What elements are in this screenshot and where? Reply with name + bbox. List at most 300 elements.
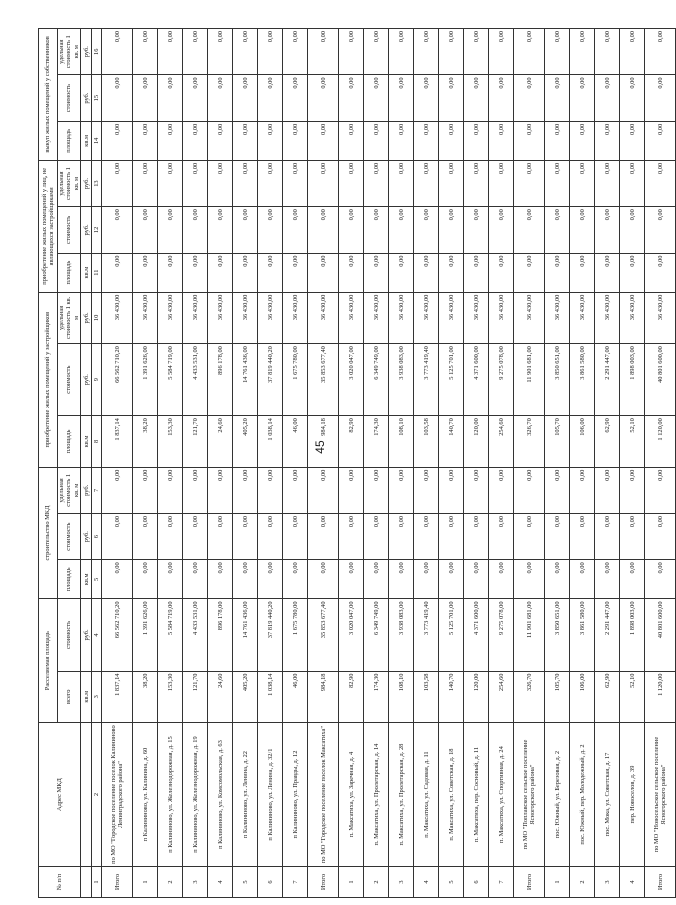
cell-value: 0,00 xyxy=(489,29,514,75)
cell-address: пер. Новоселов, д. 39 xyxy=(620,722,645,866)
cell-value: 0,00 xyxy=(514,467,545,513)
cell-value: 0,00 xyxy=(464,560,489,599)
cell-value: 0,00 xyxy=(545,467,570,513)
cell-value: 37 819 440,20 xyxy=(258,344,283,416)
cell-value: 0,00 xyxy=(364,75,389,121)
col-index: 16 xyxy=(92,29,102,75)
unit-rub: руб. xyxy=(81,344,92,416)
cell-value: 0,00 xyxy=(208,29,233,75)
cell-address: п. Максатиха, ул. Спортивная, д. 24 xyxy=(489,722,514,866)
cell-value: 0,00 xyxy=(102,29,133,75)
table-row xyxy=(233,29,258,898)
header-cost: стоимость xyxy=(58,207,81,253)
cell-value: 0,00 xyxy=(595,207,620,253)
cell-value: 0,00 xyxy=(339,560,364,599)
header-compensation: выкуп жилых помещений у собственников xyxy=(39,29,58,161)
cell-value: 1 675 780,00 xyxy=(283,599,308,671)
cell-no: 3 xyxy=(389,867,414,898)
cell-value: 0,00 xyxy=(133,160,158,206)
cell-value: 0,00 xyxy=(308,160,339,206)
cell-value: 0,00 xyxy=(258,29,283,75)
unit-sqm: кв.м xyxy=(81,560,92,599)
cell-value: 0,00 xyxy=(570,75,595,121)
cell-value: 14 761 436,00 xyxy=(233,599,258,671)
cell-value: 0,00 xyxy=(464,121,489,160)
table-row xyxy=(414,29,439,898)
cell-value: 0,00 xyxy=(439,514,464,560)
cell-value: 0,00 xyxy=(339,253,364,292)
cell-value: 0,00 xyxy=(183,253,208,292)
cell-no: 1 xyxy=(133,867,158,898)
cell-value: 1 038,14 xyxy=(258,416,283,467)
col-index: 4 xyxy=(92,599,102,671)
cell-value: 36 430,00 xyxy=(258,292,283,343)
cell-no: 4 xyxy=(414,867,439,898)
cell-value: 9 275 078,00 xyxy=(489,344,514,416)
header-purchase-dev: приобретение жилых помещений у застройщиков xyxy=(39,292,58,467)
cell-value: 1 837,14 xyxy=(102,671,133,722)
cell-value: 3 020 047,00 xyxy=(339,599,364,671)
cell-value: 0,00 xyxy=(133,29,158,75)
cell-value: 0,00 xyxy=(364,560,389,599)
cell-value: 0,00 xyxy=(389,253,414,292)
cell-value: 0,00 xyxy=(464,467,489,513)
cell-value: 0,00 xyxy=(158,207,183,253)
cell-value: 0,00 xyxy=(183,514,208,560)
cell-value: 0,00 xyxy=(133,467,158,513)
cell-value: 36 430,00 xyxy=(489,292,514,343)
cell-value: 0,00 xyxy=(414,207,439,253)
header-area: площадь xyxy=(58,560,81,599)
cell-value: 1 837,14 xyxy=(102,416,133,467)
col-index: 1 xyxy=(92,867,102,898)
cell-value: 0,00 xyxy=(133,253,158,292)
cell-address: п Калининово, ул. Правды, д. 12 xyxy=(283,722,308,866)
cell-value: 0,00 xyxy=(158,514,183,560)
cell-value: 103,58 xyxy=(414,671,439,722)
cell-value: 14 761 436,00 xyxy=(233,344,258,416)
table-total-row xyxy=(102,29,133,898)
cell-value: 0,00 xyxy=(133,514,158,560)
cell-value: 3 850 651,00 xyxy=(545,344,570,416)
cell-value: 52,10 xyxy=(620,416,645,467)
cell-value: 0,00 xyxy=(102,207,133,253)
cell-value: 105,70 xyxy=(545,416,570,467)
cell-value: 36 430,00 xyxy=(208,292,233,343)
col-index: 9 xyxy=(92,344,102,416)
cell-value: 0,00 xyxy=(208,560,233,599)
cell-value: 0,00 xyxy=(439,160,464,206)
col-index: 11 xyxy=(92,253,102,292)
cell-no: Итого xyxy=(308,867,339,898)
cell-value: 0,00 xyxy=(283,121,308,160)
cell-value: 1 898 003,00 xyxy=(620,599,645,671)
cell-value: 0,00 xyxy=(308,514,339,560)
cell-value: 0,00 xyxy=(595,253,620,292)
cell-value: 0,00 xyxy=(208,514,233,560)
col-index: 12 xyxy=(92,207,102,253)
cell-value: 0,00 xyxy=(283,560,308,599)
cell-value: 254,60 xyxy=(489,671,514,722)
cell-value: 0,00 xyxy=(439,253,464,292)
cell-value: 0,00 xyxy=(102,514,133,560)
col-index: 8 xyxy=(92,416,102,467)
cell-value: 0,00 xyxy=(489,207,514,253)
cell-value: 0,00 xyxy=(545,29,570,75)
cell-value: 0,00 xyxy=(514,160,545,206)
cell-value: 0,00 xyxy=(595,560,620,599)
header-area: площадь xyxy=(58,121,81,160)
cell-value: 46,00 xyxy=(283,671,308,722)
unit-rub: руб. xyxy=(81,292,92,343)
cell-value: 0,00 xyxy=(464,207,489,253)
cell-value: 153,30 xyxy=(158,416,183,467)
cell-value: 36 430,00 xyxy=(439,292,464,343)
cell-value: 0,00 xyxy=(158,75,183,121)
header-no: № п/п xyxy=(39,867,81,898)
cell-value: 66 562 710,20 xyxy=(102,344,133,416)
cell-value: 254,60 xyxy=(489,416,514,467)
table-row xyxy=(595,29,620,898)
cell-value: 2 291 447,00 xyxy=(595,599,620,671)
cell-value: 984,18 xyxy=(308,671,339,722)
cell-value: 0,00 xyxy=(308,29,339,75)
cell-value: 0,00 xyxy=(489,121,514,160)
cell-value: 0,00 xyxy=(133,560,158,599)
cell-value: 0,00 xyxy=(414,253,439,292)
cell-address: п. Максатиха, ул. Пролетарская, д. 28 xyxy=(389,722,414,866)
cell-value: 24,60 xyxy=(208,416,233,467)
cell-value: 0,00 xyxy=(620,560,645,599)
header-unit-cost: удельная стоимость 1 кв. м xyxy=(58,160,81,206)
cell-value: 0,00 xyxy=(133,207,158,253)
cell-no: 5 xyxy=(439,867,464,898)
cell-value: 0,00 xyxy=(283,75,308,121)
cell-value: 0,00 xyxy=(102,160,133,206)
cell-value: 0,00 xyxy=(208,253,233,292)
cell-value: 0,00 xyxy=(439,467,464,513)
cell-value: 405,20 xyxy=(233,671,258,722)
cell-value: 0,00 xyxy=(570,29,595,75)
col-index: 5 xyxy=(92,560,102,599)
cell-address: п Калининово, ул. Комсомольская, д. 63 xyxy=(208,722,233,866)
cell-no: 3 xyxy=(595,867,620,898)
cell-value: 0,00 xyxy=(102,121,133,160)
cell-value: 3 938 083,00 xyxy=(389,344,414,416)
cell-value: 984,18 xyxy=(308,416,339,467)
cell-value: 0,00 xyxy=(439,75,464,121)
cell-value: 0,00 xyxy=(645,207,676,253)
cell-value: 4 433 531,00 xyxy=(183,599,208,671)
cell-value: 36 430,00 xyxy=(464,292,489,343)
cell-value: 36 430,00 xyxy=(102,292,133,343)
cell-value: 0,00 xyxy=(645,121,676,160)
table-row xyxy=(283,29,308,898)
cell-value: 0,00 xyxy=(389,560,414,599)
cell-value: 36 430,00 xyxy=(545,292,570,343)
cell-value: 0,00 xyxy=(233,514,258,560)
cell-no: 4 xyxy=(208,867,233,898)
cell-value: 0,00 xyxy=(364,253,389,292)
cell-value: 0,00 xyxy=(645,560,676,599)
cell-value: 0,00 xyxy=(364,207,389,253)
cell-value: 0,00 xyxy=(514,207,545,253)
cell-value: 0,00 xyxy=(620,467,645,513)
cell-value: 0,00 xyxy=(545,514,570,560)
cell-value: 0,00 xyxy=(595,29,620,75)
cell-value: 0,00 xyxy=(258,560,283,599)
cell-value: 24,60 xyxy=(208,671,233,722)
col-index: 10 xyxy=(92,292,102,343)
table-row xyxy=(339,29,364,898)
cell-value: 5 125 701,00 xyxy=(439,344,464,416)
cell-value: 0,00 xyxy=(514,514,545,560)
cell-value: 36 430,00 xyxy=(308,292,339,343)
cell-value: 0,00 xyxy=(389,121,414,160)
cell-value: 38,20 xyxy=(133,416,158,467)
table-frame xyxy=(38,28,668,898)
cell-value: 0,00 xyxy=(133,75,158,121)
cell-value: 0,00 xyxy=(233,560,258,599)
cell-value: 103,58 xyxy=(414,416,439,467)
cell-value: 0,00 xyxy=(620,253,645,292)
cell-address: пос. Южный, ул. Березовая, д. 2 xyxy=(545,722,570,866)
cell-value: 82,90 xyxy=(339,671,364,722)
cell-value: 36 430,00 xyxy=(233,292,258,343)
unit-rub: руб. xyxy=(81,75,92,121)
cell-value: 0,00 xyxy=(308,207,339,253)
cell-value: 0,00 xyxy=(233,160,258,206)
header-cost: стоимость xyxy=(58,344,81,416)
rotated-table-container xyxy=(38,28,668,898)
cell-value: 0,00 xyxy=(570,253,595,292)
cell-value: 0,00 xyxy=(514,253,545,292)
cell-value: 105,70 xyxy=(545,671,570,722)
table-total-row xyxy=(645,29,676,898)
cell-value: 0,00 xyxy=(364,514,389,560)
cell-address: по МО "Городское поселение поселок Максатиха" xyxy=(308,722,339,866)
table-row xyxy=(158,29,183,898)
cell-value: 0,00 xyxy=(183,467,208,513)
cell-value: 3 773 419,40 xyxy=(414,344,439,416)
header-address: Адрес МКД xyxy=(39,722,81,866)
table-row xyxy=(439,29,464,898)
cell-value: 0,00 xyxy=(464,29,489,75)
header-construction: строительство МКД xyxy=(39,467,58,599)
cell-value: 0,00 xyxy=(514,29,545,75)
cell-value: 1 391 626,00 xyxy=(133,344,158,416)
cell-value: 0,00 xyxy=(102,253,133,292)
cell-value: 0,00 xyxy=(233,75,258,121)
unit-rub: руб. xyxy=(81,514,92,560)
cell-value: 0,00 xyxy=(570,121,595,160)
cell-value: 0,00 xyxy=(464,160,489,206)
cell-value: 0,00 xyxy=(308,121,339,160)
table-row xyxy=(258,29,283,898)
cell-value: 0,00 xyxy=(208,207,233,253)
cell-value: 0,00 xyxy=(489,514,514,560)
cell-value: 0,00 xyxy=(258,160,283,206)
table-row xyxy=(545,29,570,898)
col-index: 7 xyxy=(92,467,102,513)
cell-value: 0,00 xyxy=(545,207,570,253)
table-row xyxy=(208,29,233,898)
table-total-row xyxy=(308,29,339,898)
cell-value: 121,70 xyxy=(183,671,208,722)
cell-value: 0,00 xyxy=(389,75,414,121)
cell-value: 0,00 xyxy=(464,514,489,560)
cell-value: 0,00 xyxy=(514,560,545,599)
cell-value: 3 861 580,00 xyxy=(570,344,595,416)
cell-value: 0,00 xyxy=(645,75,676,121)
cell-value: 40 801 600,00 xyxy=(645,344,676,416)
header-unit-cost: удельная стоимость 1 кв. м xyxy=(58,292,81,343)
cell-value: 0,00 xyxy=(283,29,308,75)
cell-value: 0,00 xyxy=(308,253,339,292)
cell-value: 0,00 xyxy=(283,467,308,513)
cell-value: 0,00 xyxy=(389,160,414,206)
cell-value: 0,00 xyxy=(464,75,489,121)
cell-address: п Калининово, ул. Калинина, д. 60 xyxy=(133,722,158,866)
cell-value: 36 430,00 xyxy=(183,292,208,343)
cell-value: 0,00 xyxy=(158,467,183,513)
cell-value: 0,00 xyxy=(595,75,620,121)
header-purchase-nondev: приобретение жилых помещений у лиц, не являющихся застройщиками xyxy=(39,160,58,292)
cell-value: 0,00 xyxy=(545,253,570,292)
cell-no: 7 xyxy=(283,867,308,898)
cell-value: 36 430,00 xyxy=(645,292,676,343)
header-cost: стоимость xyxy=(58,599,81,671)
cell-value: 0,00 xyxy=(283,160,308,206)
cell-value: 0,00 xyxy=(545,121,570,160)
cell-address: п. Максатиха, пер. Сосновый, д. 11 xyxy=(464,722,489,866)
cell-value: 36 430,00 xyxy=(158,292,183,343)
cell-value: 0,00 xyxy=(308,75,339,121)
cell-value: 140,70 xyxy=(439,416,464,467)
cell-value: 405,20 xyxy=(233,416,258,467)
cell-value: 3 938 083,00 xyxy=(389,599,414,671)
cell-value: 1 898 003,00 xyxy=(620,344,645,416)
cell-value: 896 178,00 xyxy=(208,344,233,416)
cell-value: 40 801 600,00 xyxy=(645,599,676,671)
cell-value: 0,00 xyxy=(595,467,620,513)
cell-value: 0,00 xyxy=(183,560,208,599)
cell-value: 0,00 xyxy=(233,207,258,253)
cell-value: 38,20 xyxy=(133,671,158,722)
header-calc-area: Расселяемая площадь xyxy=(39,599,58,723)
cell-no: 6 xyxy=(258,867,283,898)
cell-value: 0,00 xyxy=(258,467,283,513)
cell-value: 0,00 xyxy=(439,207,464,253)
table-row xyxy=(389,29,414,898)
header-area: площадь xyxy=(58,416,81,467)
cell-address: п. Максатиха, ул. Советская, д. 18 xyxy=(439,722,464,866)
cell-value: 0,00 xyxy=(183,75,208,121)
cell-value: 326,70 xyxy=(514,671,545,722)
cell-value: 0,00 xyxy=(645,514,676,560)
cell-value: 36 430,00 xyxy=(620,292,645,343)
header-unit-cost: удельная стоимость 1 кв. м xyxy=(58,467,81,513)
header-cost: стоимость xyxy=(58,514,81,560)
cell-no: Итого xyxy=(645,867,676,898)
cell-value: 1 391 626,00 xyxy=(133,599,158,671)
cell-value: 3 773 419,40 xyxy=(414,599,439,671)
cell-value: 0,00 xyxy=(258,253,283,292)
cell-value: 0,00 xyxy=(258,207,283,253)
cell-value: 0,00 xyxy=(389,514,414,560)
cell-value: 0,00 xyxy=(158,29,183,75)
cell-value: 0,00 xyxy=(233,253,258,292)
cell-value: 0,00 xyxy=(645,29,676,75)
cell-no: 5 xyxy=(233,867,258,898)
cell-value: 120,00 xyxy=(464,416,489,467)
cell-value: 4 371 600,00 xyxy=(464,599,489,671)
cell-value: 0,00 xyxy=(570,514,595,560)
unit-sqm: кв.м xyxy=(81,253,92,292)
cell-value: 0,00 xyxy=(364,121,389,160)
cell-address: п Калининово, ул. Ленина, д. 22 xyxy=(233,722,258,866)
cell-value: 326,70 xyxy=(514,416,545,467)
cell-value: 0,00 xyxy=(570,160,595,206)
cell-value: 5 125 701,00 xyxy=(439,599,464,671)
cell-value: 0,00 xyxy=(414,29,439,75)
cell-value: 6 349 749,00 xyxy=(364,344,389,416)
cell-value: 0,00 xyxy=(414,121,439,160)
cell-value: 0,00 xyxy=(570,560,595,599)
cell-value: 36 430,00 xyxy=(364,292,389,343)
cell-value: 0,00 xyxy=(595,160,620,206)
table-row xyxy=(570,29,595,898)
cell-value: 0,00 xyxy=(339,514,364,560)
table-row xyxy=(183,29,208,898)
cell-value: 106,00 xyxy=(570,671,595,722)
unit-blank xyxy=(81,722,92,866)
cell-value: 0,00 xyxy=(208,121,233,160)
unit-sqm: кв.м xyxy=(81,416,92,467)
cell-address: по МО "Новосельское сельское поселение Ясногорского района" xyxy=(645,722,676,866)
cell-value: 0,00 xyxy=(233,29,258,75)
cell-value: 0,00 xyxy=(258,514,283,560)
cell-value: 0,00 xyxy=(133,121,158,160)
cell-no: Итого xyxy=(514,867,545,898)
cell-value: 36 430,00 xyxy=(339,292,364,343)
cell-no: 1 xyxy=(545,867,570,898)
cell-value: 0,00 xyxy=(102,467,133,513)
cell-value: 0,00 xyxy=(158,253,183,292)
cell-value: 1 675 780,00 xyxy=(283,344,308,416)
cell-value: 0,00 xyxy=(258,121,283,160)
cell-value: 0,00 xyxy=(595,514,620,560)
cell-value: 0,00 xyxy=(308,560,339,599)
cell-value: 62,90 xyxy=(595,671,620,722)
col-index: 14 xyxy=(92,121,102,160)
cell-no: 2 xyxy=(364,867,389,898)
cell-value: 0,00 xyxy=(545,160,570,206)
cell-value: 1 120,00 xyxy=(645,671,676,722)
cell-value: 0,00 xyxy=(620,75,645,121)
cell-value: 0,00 xyxy=(158,560,183,599)
header-comp-cost: стоимость xyxy=(58,75,81,121)
unit-sqm: кв.м xyxy=(81,671,92,722)
cell-value: 4 371 600,00 xyxy=(464,344,489,416)
cell-value: 9 275 078,00 xyxy=(489,599,514,671)
col-index: 3 xyxy=(92,671,102,722)
cell-address: по МО "Городское поселение поселок Калининово Ленинградского района" xyxy=(102,722,133,866)
cell-value: 174,30 xyxy=(364,671,389,722)
cell-value: 121,70 xyxy=(183,416,208,467)
col-index: 13 xyxy=(92,160,102,206)
cell-value: 0,00 xyxy=(183,121,208,160)
